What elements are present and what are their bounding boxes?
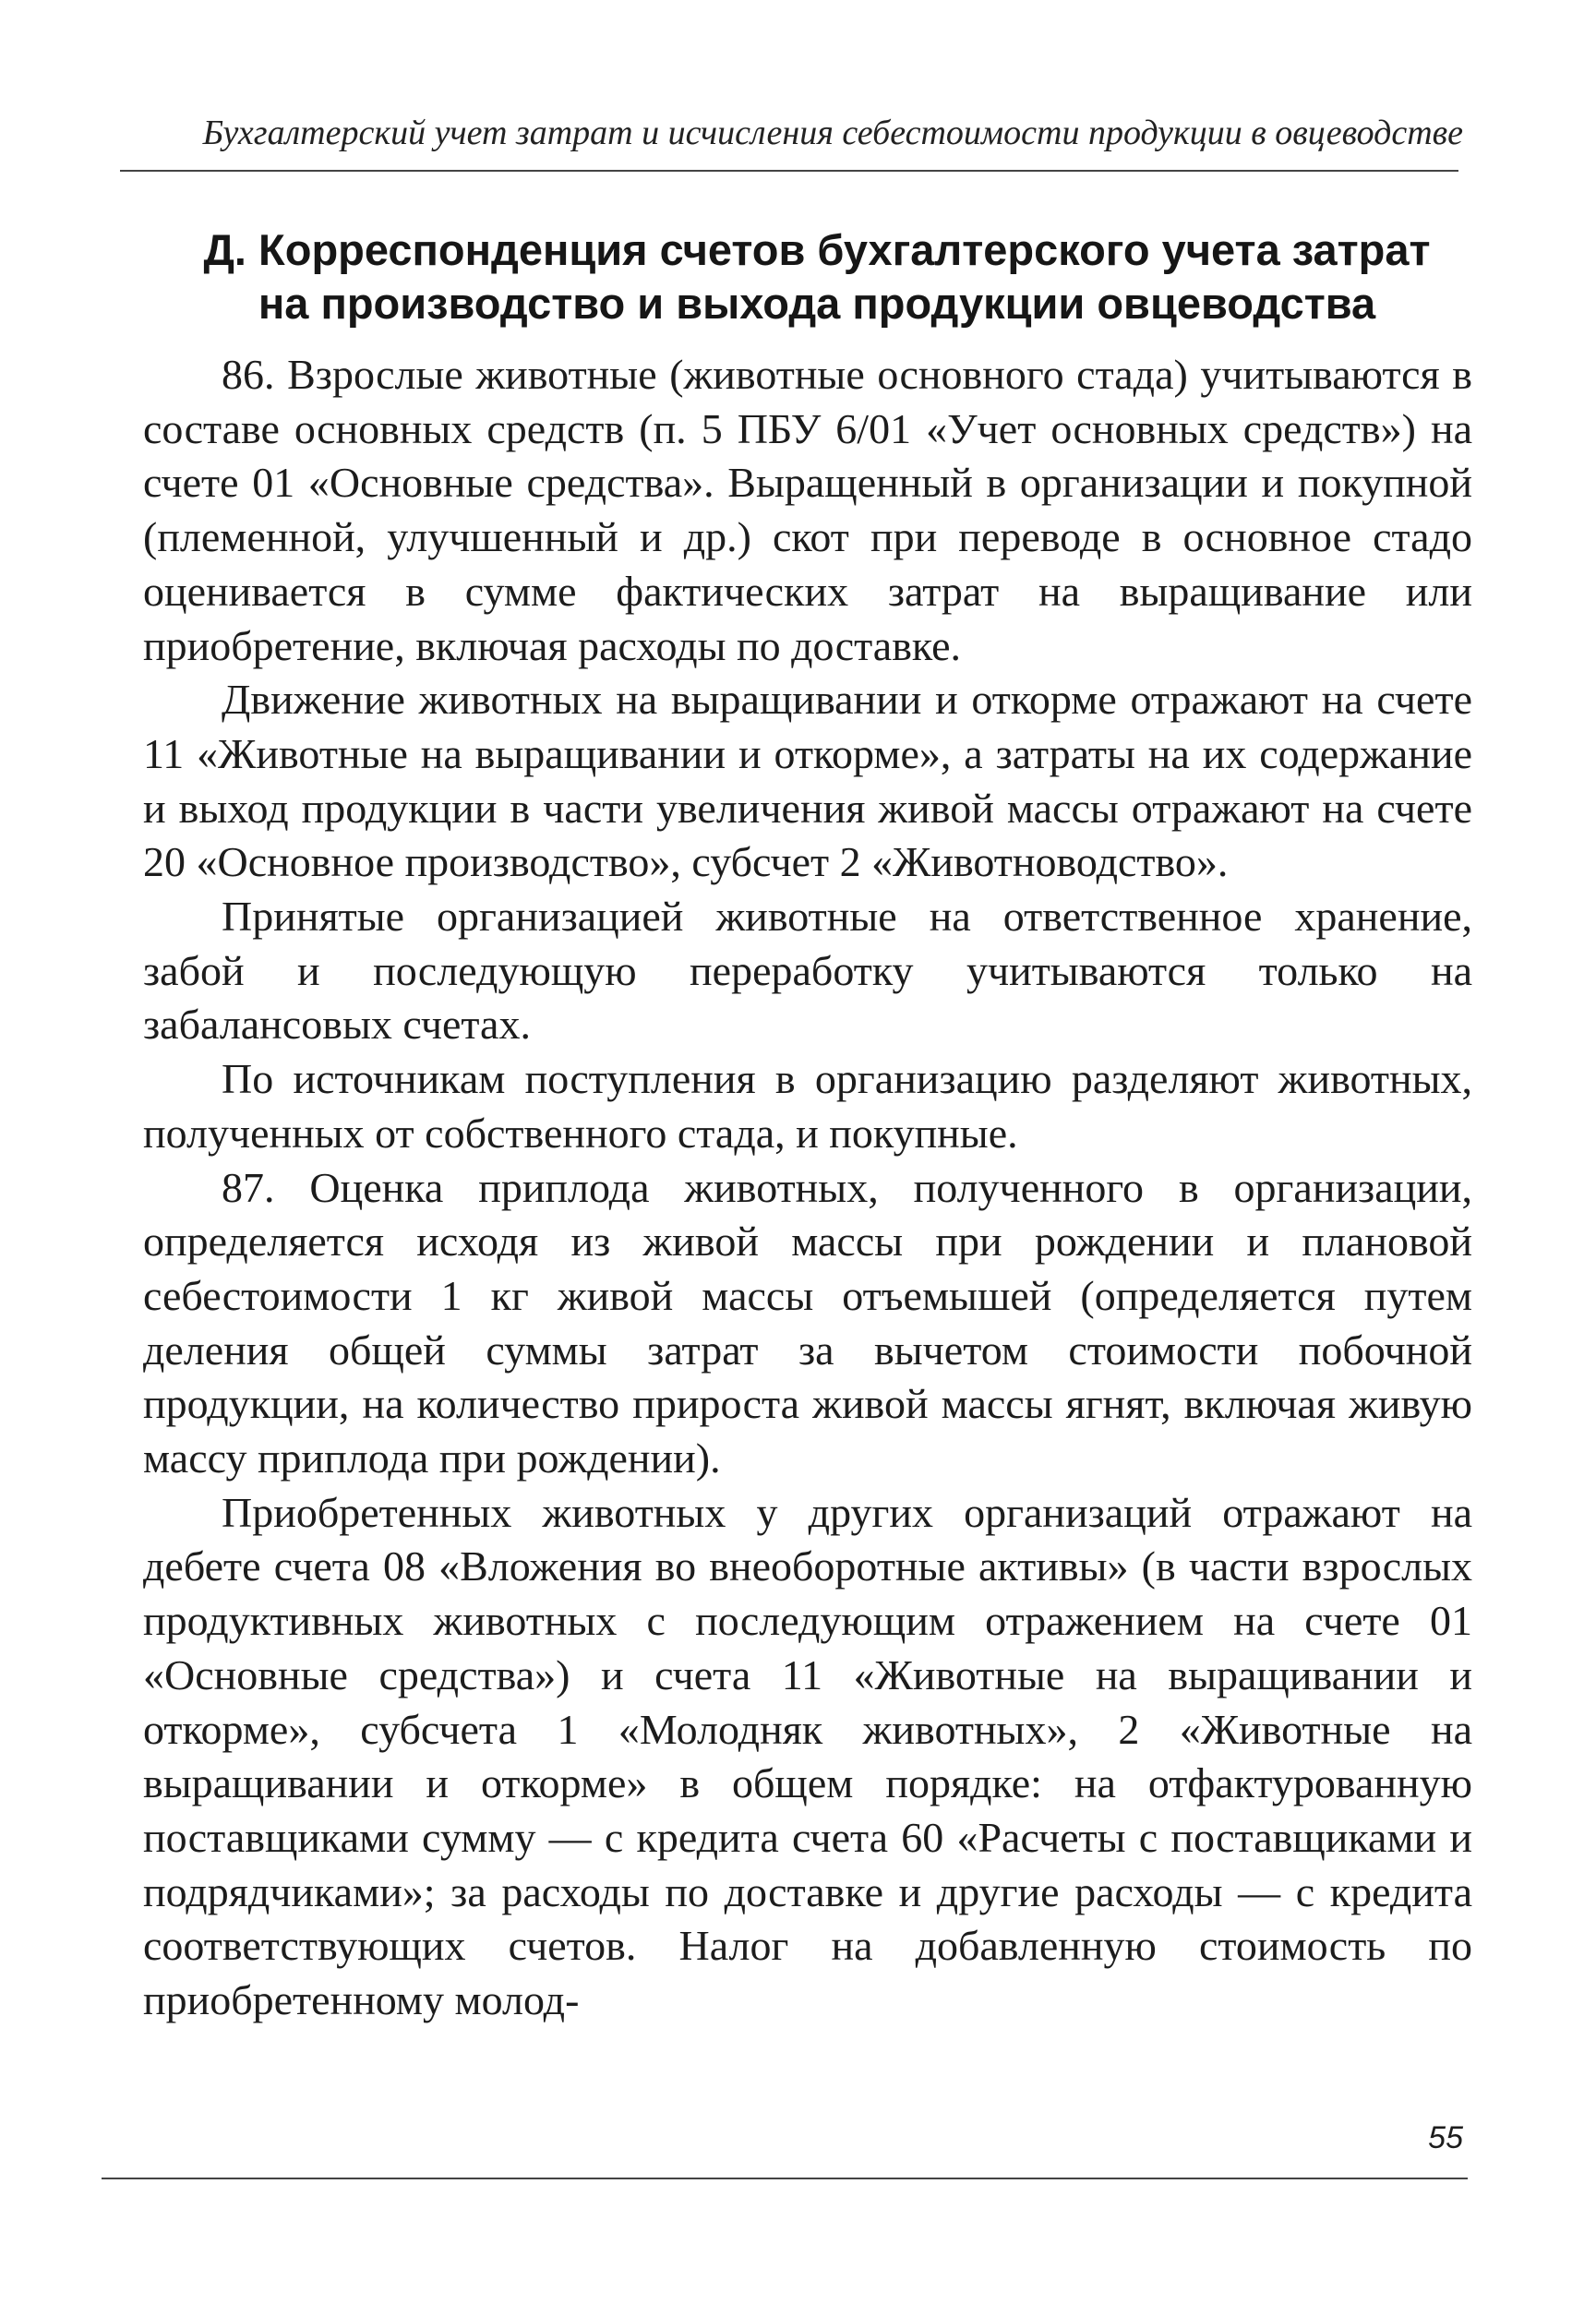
page-number: 55	[1428, 2120, 1463, 2155]
section-title-line-1: Д. Корреспонденция счетов бухгалтерского учета затрат	[203, 225, 1431, 274]
paragraph-86: 86. Взрослые животные (животные основного стада) учитываются в составе основных средств (п. 5 ПБУ 6/01 «Учет основных средств») на счете 01 «Основные средства». Выращенный в организации и покупной (племенной, улучшенный и др.) скот при переводе в основное стадо оценивается в сумме фактических затрат на выращивание или приобретение, включая расходы по доставке.	[143, 351, 1472, 669]
paragraph-custody: Принятые организацией животные на ответственное хранение, забой и последующую переработку учитываются только на забалансовых счетах.	[143, 893, 1472, 1049]
header-rule	[120, 170, 1458, 172]
paragraph-sources: По источникам поступления в организацию разделяют животных, полученных от собственного стада, и покупные.	[143, 1055, 1472, 1157]
section-title	[171, 223, 1463, 330]
body-text	[143, 348, 1472, 2028]
footer-rule	[102, 2178, 1468, 2179]
section-title-line-2: на производство и выхода продукции овцеводства	[258, 279, 1376, 328]
paragraph-animals-movement: Движение животных на выращивании и откорме отражают на счете 11 «Животные на выращивании и откорме», а затраты на их содержание и выход продукции в части увеличения живой массы отражают на счете 20 «Основное производство», субсчет 2 «Животноводство».	[143, 676, 1472, 886]
paragraph-87: 87. Оценка приплода животных, полученного в организации, определяется исходя из живой массы при рождении и плановой себестоимости 1 кг живой массы отъемышей (определяется путем деления общей суммы затрат за вычетом стоимости побочной продукции, на количество прироста живой массы ягнят, включая живую массу приплода при рождении).	[143, 1163, 1472, 1482]
paragraph-purchased: Приобретенных животных у других организаций отражают на дебете счета 08 «Вложения во внеоборотные активы» (в части взрослых продуктивных животных с последующим отражением на счете 01 «Основные средства») и счета 11 «Животные на выращивании и откорме», субсчета 1 «Молодняк животных», 2 «Животные на выращивании и откорме» в общем порядке: на отфактурованную поставщиками сумму — с кредита счета 60 «Расчеты с поставщиками и подрядчиками»; за расходы по доставке и другие расходы — с кредита соответствующих счетов. Налог на добавленную стоимость по приобретенному молод-	[143, 1488, 1472, 2024]
running-head: Бухгалтерский учет затрат и исчисления себестоимости продукции в овцеводстве	[202, 114, 1463, 152]
